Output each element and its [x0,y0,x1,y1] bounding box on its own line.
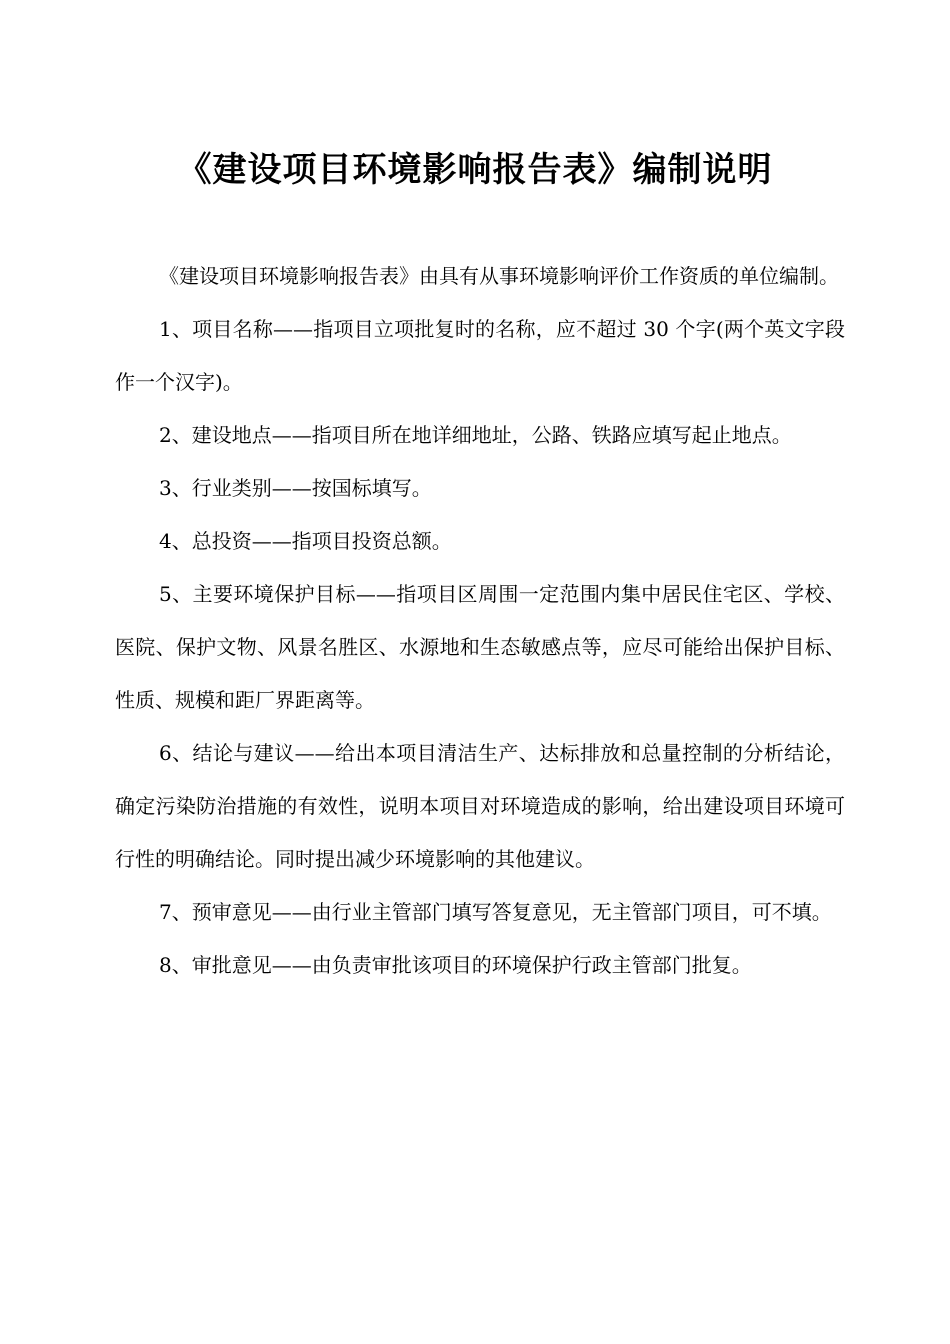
document-body [115,250,845,992]
item-approval: 8、审批意见——由负责审批该项目的环境保护行政主管部门批复。 [159,953,752,977]
item-conclusions: 6、结论与建议——给出本项目清洁生产、达标排放和总量控制的分析结论，确定污染防治措施的有效性，说明本项目对环境造成的影响，给出建设项目环境可行性的明确结论。同时提出减少环境影响的其他建议。 [115,741,845,871]
intro-paragraph: 《建设项目环境影响报告表》由具有从事环境影响评价工作资质的单位编制。 [159,264,839,288]
item-pre-review: 7、预审意见——由行业主管部门填写答复意见，无主管部门项目，可不填。 [159,900,832,924]
item-project-name: 1、项目名称——指项目立项批复时的名称，应不超过 30 个字(两个英文字段作一个汉字)。 [115,317,845,394]
item-construction-site: 2、建设地点——指项目所在地详细地址，公路、铁路应填写起止地点。 [159,423,792,447]
document-title: 《建设项目环境影响报告表》编制说明 [177,150,773,190]
item-protection-targets: 5、主要环境保护目标——指项目区周围一定范围内集中居民住宅区、学校、医院、保护文物、风景名胜区、水源地和生态敏感点等，应尽可能给出保护目标、性质、规模和距厂界距离等。 [115,582,845,712]
item-industry-category: 3、行业类别——按国标填写。 [159,476,432,500]
item-total-investment: 4、总投资——指项目投资总额。 [159,529,452,553]
